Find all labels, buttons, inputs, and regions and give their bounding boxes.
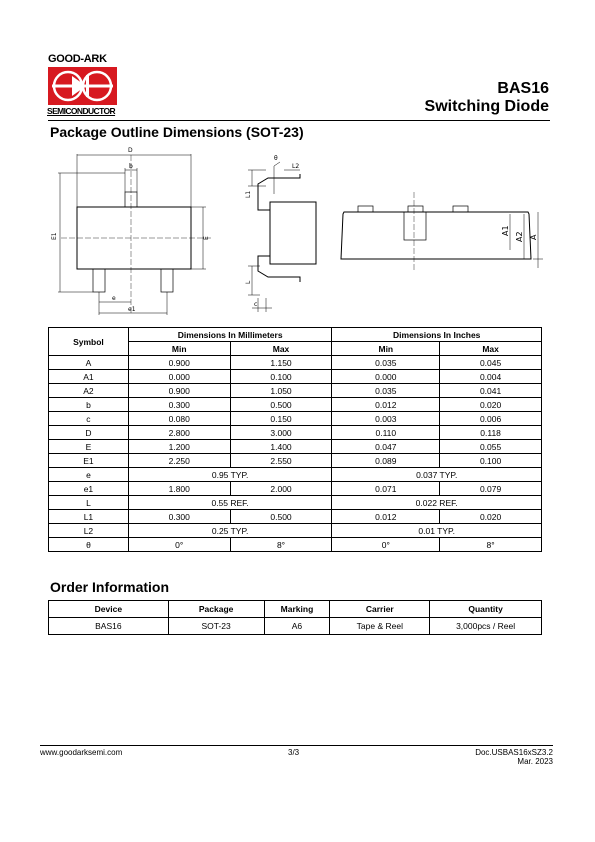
- dim-label-E: E: [203, 236, 210, 240]
- dim-label-A1: A1: [501, 225, 510, 236]
- in-max-cell: 0.020: [440, 510, 542, 524]
- mm-max-cell: 0.500: [230, 398, 332, 412]
- in-min-cell: 0.000: [332, 370, 440, 384]
- symbol-cell: e1: [49, 482, 129, 496]
- dimension-row: [49, 510, 542, 524]
- order-heading: Order Information: [50, 579, 170, 595]
- in-min-cell: 0.071: [332, 482, 440, 496]
- in-max-cell: 0.079: [440, 482, 542, 496]
- mm-min-cell: 0.080: [128, 412, 230, 426]
- document-title: Switching Diode: [424, 98, 549, 115]
- in-min-header: Min: [332, 342, 440, 356]
- mm-min-cell: 1.200: [128, 440, 230, 454]
- symbol-cell: e: [49, 468, 129, 482]
- mm-max-header: Max: [230, 342, 332, 356]
- dimension-row: [49, 482, 542, 496]
- package-outline-drawing: [48, 140, 548, 320]
- order-header-carrier: Carrier: [330, 601, 430, 618]
- mm-max-cell: 1.050: [230, 384, 332, 398]
- dimension-row: [49, 398, 542, 412]
- dimension-row: [49, 426, 542, 440]
- dimension-row: [49, 468, 542, 482]
- dimension-row: [49, 454, 542, 468]
- mm-min-cell: 2.800: [128, 426, 230, 440]
- logo-mark: [48, 67, 117, 105]
- mm-max-cell: 3.000: [230, 426, 332, 440]
- dim-label-L: L: [245, 280, 252, 284]
- in-max-cell: 8°: [440, 538, 542, 552]
- footer-doc-number: Doc.USBAS16xSZ3.2: [475, 748, 553, 757]
- symbol-cell: c: [49, 412, 129, 426]
- order-marking: A6: [264, 618, 330, 635]
- mm-min-header: Min: [128, 342, 230, 356]
- logo-top-text: GOOD-ARK: [48, 53, 107, 65]
- order-header-package: Package: [168, 601, 264, 618]
- in-typ-cell: 0.01 TYP.: [332, 524, 542, 538]
- in-min-cell: 0.012: [332, 398, 440, 412]
- dim-label-L2: L2: [292, 163, 300, 170]
- dimension-row: [49, 412, 542, 426]
- symbol-cell: A2: [49, 384, 129, 398]
- order-table: [48, 600, 542, 635]
- dimension-row: [49, 384, 542, 398]
- mm-max-cell: 0.100: [230, 370, 332, 384]
- order-header-marking: Marking: [264, 601, 330, 618]
- in-typ-cell: 0.022 REF.: [332, 496, 542, 510]
- dim-label-A: A: [529, 234, 538, 240]
- in-max-cell: 0.004: [440, 370, 542, 384]
- symbol-cell: L2: [49, 524, 129, 538]
- mm-max-cell: 2.550: [230, 454, 332, 468]
- in-min-cell: 0.110: [332, 426, 440, 440]
- dim-label-e: e: [112, 295, 116, 302]
- dimension-row: [49, 538, 542, 552]
- mm-max-cell: 1.150: [230, 356, 332, 370]
- mm-min-cell: 0.900: [128, 356, 230, 370]
- in-min-cell: 0.047: [332, 440, 440, 454]
- dim-label-c: c: [254, 301, 258, 308]
- in-max-cell: 0.118: [440, 426, 542, 440]
- dim-label-D: D: [128, 147, 133, 154]
- symbol-cell: b: [49, 398, 129, 412]
- dim-label-e1: e1: [128, 306, 136, 313]
- in-min-cell: 0.012: [332, 510, 440, 524]
- dim-label-A2: A2: [515, 231, 524, 242]
- package-heading: Package Outline Dimensions (SOT-23): [50, 124, 304, 140]
- in-max-cell: 0.041: [440, 384, 542, 398]
- dim-label-L1: L1: [245, 190, 252, 198]
- mm-typ-cell: 0.25 TYP.: [128, 524, 332, 538]
- dim-label-b: b: [129, 163, 133, 170]
- order-carrier: Tape & Reel: [330, 618, 430, 635]
- dimensions-table: [48, 327, 542, 552]
- mm-min-cell: 0.000: [128, 370, 230, 384]
- dim-label-theta: θ: [274, 155, 278, 162]
- order-package: SOT-23: [168, 618, 264, 635]
- in-min-cell: 0.003: [332, 412, 440, 426]
- in-max-header: Max: [440, 342, 542, 356]
- order-quantity: 3,000pcs / Reel: [430, 618, 542, 635]
- dimension-row: [49, 524, 542, 538]
- symbol-cell: E1: [49, 454, 129, 468]
- dimension-row: [49, 370, 542, 384]
- in-max-cell: 0.045: [440, 356, 542, 370]
- footer-url[interactable]: www.goodarksemi.com: [40, 748, 123, 757]
- in-max-cell: 0.100: [440, 454, 542, 468]
- symbol-cell: L: [49, 496, 129, 510]
- in-min-cell: 0.089: [332, 454, 440, 468]
- in-max-cell: 0.006: [440, 412, 542, 426]
- in-max-cell: 0.055: [440, 440, 542, 454]
- symbol-header: Symbol: [49, 328, 129, 356]
- symbol-cell: E: [49, 440, 129, 454]
- symbol-cell: L1: [49, 510, 129, 524]
- dimension-row: [49, 440, 542, 454]
- symbol-cell: D: [49, 426, 129, 440]
- mm-header: Dimensions In Millimeters: [128, 328, 332, 342]
- in-max-cell: 0.020: [440, 398, 542, 412]
- order-device: BAS16: [49, 618, 169, 635]
- dim-label-E1: E1: [51, 232, 58, 240]
- mm-min-cell: 2.250: [128, 454, 230, 468]
- inch-header: Dimensions In Inches: [332, 328, 542, 342]
- diode-logo-icon: [48, 67, 117, 105]
- logo-bottom-text: SEMICONDUCTOR: [47, 106, 116, 116]
- in-min-cell: 0.035: [332, 356, 440, 370]
- footer-page-number: 3/3: [288, 748, 300, 757]
- symbol-cell: A: [49, 356, 129, 370]
- mm-min-cell: 0.300: [128, 398, 230, 412]
- mm-max-cell: 0.500: [230, 510, 332, 524]
- mm-min-cell: 1.800: [128, 482, 230, 496]
- mm-max-cell: 8°: [230, 538, 332, 552]
- order-header-device: Device: [49, 601, 169, 618]
- in-typ-cell: 0.037 TYP.: [332, 468, 542, 482]
- footer-date: Mar. 2023: [517, 757, 553, 766]
- symbol-cell: θ: [49, 538, 129, 552]
- dimension-row: [49, 356, 542, 370]
- mm-max-cell: 2.000: [230, 482, 332, 496]
- mm-max-cell: 0.150: [230, 412, 332, 426]
- mm-max-cell: 1.400: [230, 440, 332, 454]
- mm-min-cell: 0°: [128, 538, 230, 552]
- mm-typ-cell: 0.55 REF.: [128, 496, 332, 510]
- header-rule: [48, 120, 550, 121]
- mm-min-cell: 0.900: [128, 384, 230, 398]
- symbol-cell: A1: [49, 370, 129, 384]
- part-number: BAS16: [497, 80, 549, 97]
- in-min-cell: 0°: [332, 538, 440, 552]
- in-min-cell: 0.035: [332, 384, 440, 398]
- mm-typ-cell: 0.95 TYP.: [128, 468, 332, 482]
- order-header-quantity: Quantity: [430, 601, 542, 618]
- dimension-row: [49, 496, 542, 510]
- mm-min-cell: 0.300: [128, 510, 230, 524]
- footer-rule: [40, 745, 553, 746]
